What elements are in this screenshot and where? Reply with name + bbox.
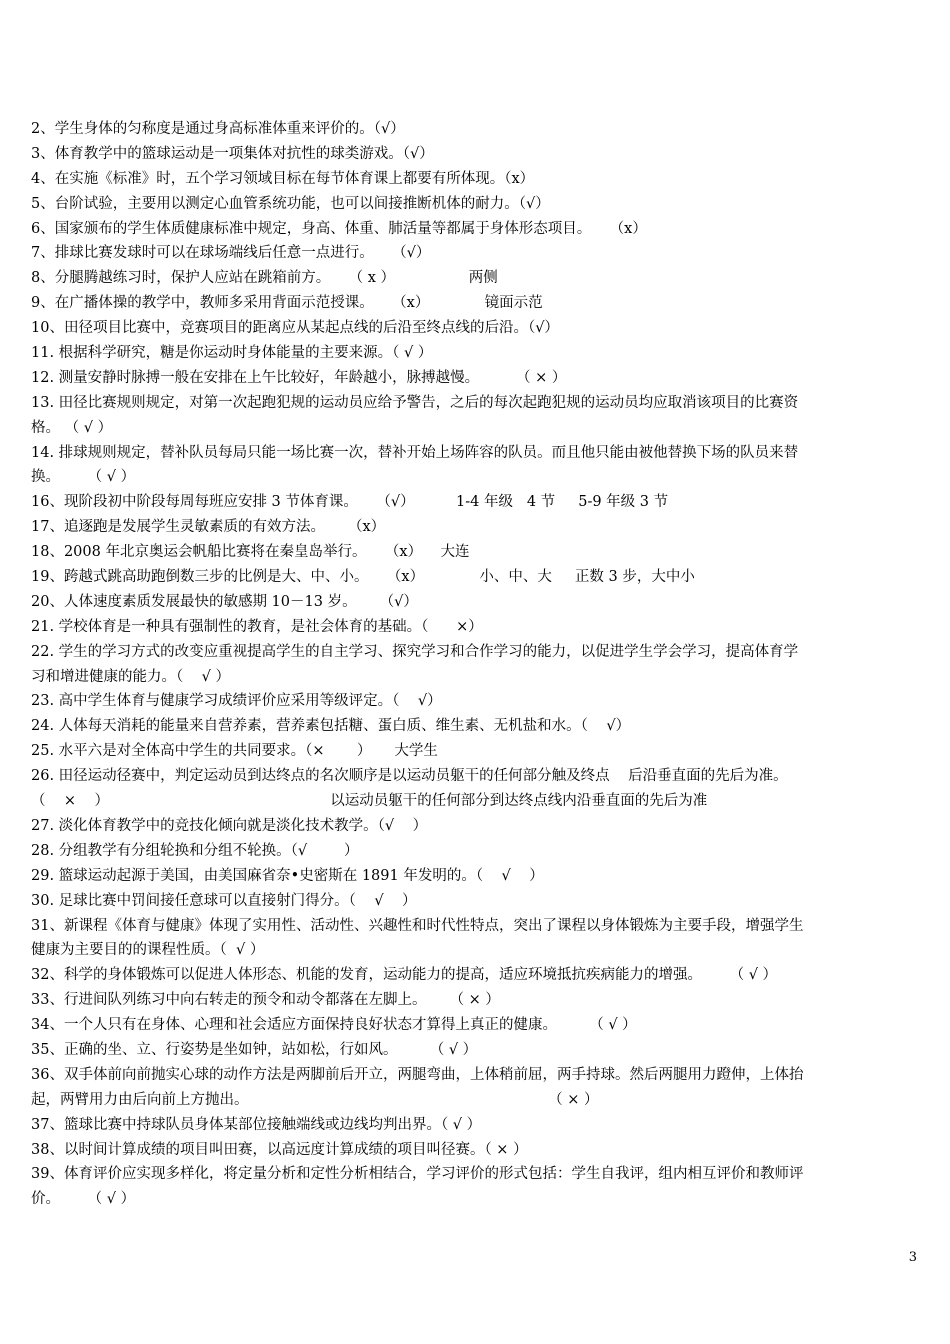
text-line: 5、台阶试验，主要用以测定心血管系统功能，也可以间接推断机体的耐力。（√） [31, 195, 550, 212]
text-line: 7、排球比赛发球时可以在球场端线后任意一点进行。 （√） [31, 245, 431, 262]
text-line: 健康为主要目的的课程性质。（ √ ） [31, 942, 265, 959]
text-line: 35、正确的坐、立、行姿势是坐如钟，站如松，行如风。 （ √ ） [31, 1041, 478, 1058]
text-line: （ × ） 以运动员躯干的任何部分到达终点线内沿垂直面的先后为准 [31, 793, 708, 810]
text-line: 3、体育教学中的篮球运动是一项集体对抗性的球类游戏。（√） [31, 145, 434, 162]
text-line: 16、现阶段初中阶段每周每班应安排 3 节体育课。 （√） 1-4 年级 4 节 5-9 年级 3 节 [31, 494, 669, 511]
text-line: 29. 篮球运动起源于美国，由美国麻省奈•史密斯在 1891 年发明的。（ √ ） [31, 867, 544, 884]
text-line: 格。 （ √ ） [31, 419, 113, 436]
text-line: 9、在广播体操的教学中，教师多采用背面示范授课。 （x） 镜面示范 [31, 295, 543, 312]
text-line: 26. 田径运动径赛中，判定运动员到达终点的名次顺序是以运动员躯干的任何部分触及终点 后沿垂直面的先后为准。 [31, 768, 788, 785]
text-line: 25. 水平六是对全体高中学生的共同要求。（× ） 大学生 [31, 743, 438, 760]
text-line: 20、人体速度素质发展最快的敏感期 10－13 岁。 （√） [31, 593, 418, 610]
text-line: 39、体育评价应实现多样化，将定量分析和定性分析相结合，学习评价的形式包括：学生自我评，组内相互评价和教师评 [31, 1166, 804, 1183]
text-line: 起，两臂用力由后向前上方抛出。 （ × ） [31, 1091, 599, 1108]
text-line: 价。 （ √ ） [31, 1191, 136, 1208]
text-line: 14. 排球规则规定，替补队员每局只能一场比赛一次，替补开始上场阵容的队员。而且他只能由被他替换下场的队员来替 [31, 444, 799, 461]
text-line: 10、田径项目比赛中，竞赛项目的距离应从某起点线的后沿至终点线的后沿。（√） [31, 320, 559, 337]
text-line: 17、追逐跑是发展学生灵敏素质的有效方法。 （x） [31, 519, 386, 536]
text-line: 31、新课程《体育与健康》体现了实用性、活动性、兴趣性和时代性特点，突出了课程以身体锻炼为主要手段，增强学生 [31, 917, 804, 934]
text-line: 2、学生身体的匀称度是通过身高标准体重来评价的。（√） [31, 121, 405, 137]
text-line: 33、行进间队列练习中向右转走的预令和动令都落在左脚上。 （ × ） [31, 992, 500, 1009]
question-list [31, 117, 921, 1212]
text-line: 24. 人体每天消耗的能量来自营养素，营养素包括糖、蛋白质、维生素、无机盐和水。（ √） [31, 718, 631, 735]
text-line: 30. 足球比赛中罚间接任意球可以直接射门得分。（ √ ） [31, 892, 417, 909]
text-line: 6、国家颁布的学生体质健康标准中规定，身高、体重、肺活量等都属于身体形态项目。 （x） [31, 220, 647, 237]
text-line: 32、科学的身体锻炼可以促进人体形态、机能的发育，运动能力的提高，适应环境抵抗疾病能力的增强。 （ √ ） [31, 967, 778, 984]
text-line: 38、以时间计算成绩的项目叫田赛，以高远度计算成绩的项目叫径赛。（ × ） [31, 1141, 528, 1158]
text-line: 27. 淡化体育教学中的竞技化倾向就是淡化技术教学。（√ ） [31, 817, 428, 834]
text-line: 37、篮球比赛中持球队员身体某部位接触端线或边线均判出界。（ √ ） [31, 1116, 482, 1133]
text-line: 22. 学生的学习方式的改变应重视提高学生的自主学习、探究学习和合作学习的能力，以促进学生学会学习，提高体育学 [31, 643, 799, 660]
text-line: 8、分腿腾越练习时，保护人应站在跳箱前方。 （ x ） 两侧 [31, 270, 498, 287]
text-line: 21. 学校体育是一种具有强制性的教育，是社会体育的基础。（ ×） [31, 618, 483, 635]
text-line: 11. 根据科学研究，糖是你运动时身体能量的主要来源。（ √ ） [31, 345, 433, 362]
text-line: 习和增进健康的能力。（ √ ） [31, 668, 231, 685]
text-line: 28. 分组教学有分组轮换和分组不轮换。（√ ） [31, 842, 359, 859]
text-line: 18、2008 年北京奥运会帆船比赛将在秦皇岛举行。 （x） 大连 [31, 544, 470, 561]
text-line: 19、跨越式跳高助跑倒数三步的比例是大、中、小。 （x） 小、中、大 正数 3 步，大中小 [31, 569, 695, 586]
text-line: 34、一个人只有在身体、心理和社会适应方面保持良好状态才算得上真正的健康。 （ √ ） [31, 1017, 637, 1034]
text-line: 12. 测量安静时脉搏一般在安排在上午比较好，年龄越小，脉搏越慢。 （ × ） [31, 369, 567, 386]
text-line: 13. 田径比赛规则规定，对第一次起跑犯规的运动员应给予警告，之后的每次起跑犯规的运动员均应取消该项目的比赛资 [31, 394, 799, 411]
text-line: 换。 （ √ ） [31, 469, 136, 486]
text-line: 23. 高中学生体育与健康学习成绩评价应采用等级评定。（ √） [31, 693, 442, 710]
text-line: 4、在实施《标准》时，五个学习领域目标在每节体育课上都要有所体现。（x） [31, 170, 535, 187]
page-number: 3 [908, 1250, 917, 1265]
text-line: 36、双手体前向前抛实心球的动作方法是两脚前后开立，两腿弯曲，上体稍前屈，两手持球。然后两腿用力蹬伸，上体抬 [31, 1066, 804, 1083]
